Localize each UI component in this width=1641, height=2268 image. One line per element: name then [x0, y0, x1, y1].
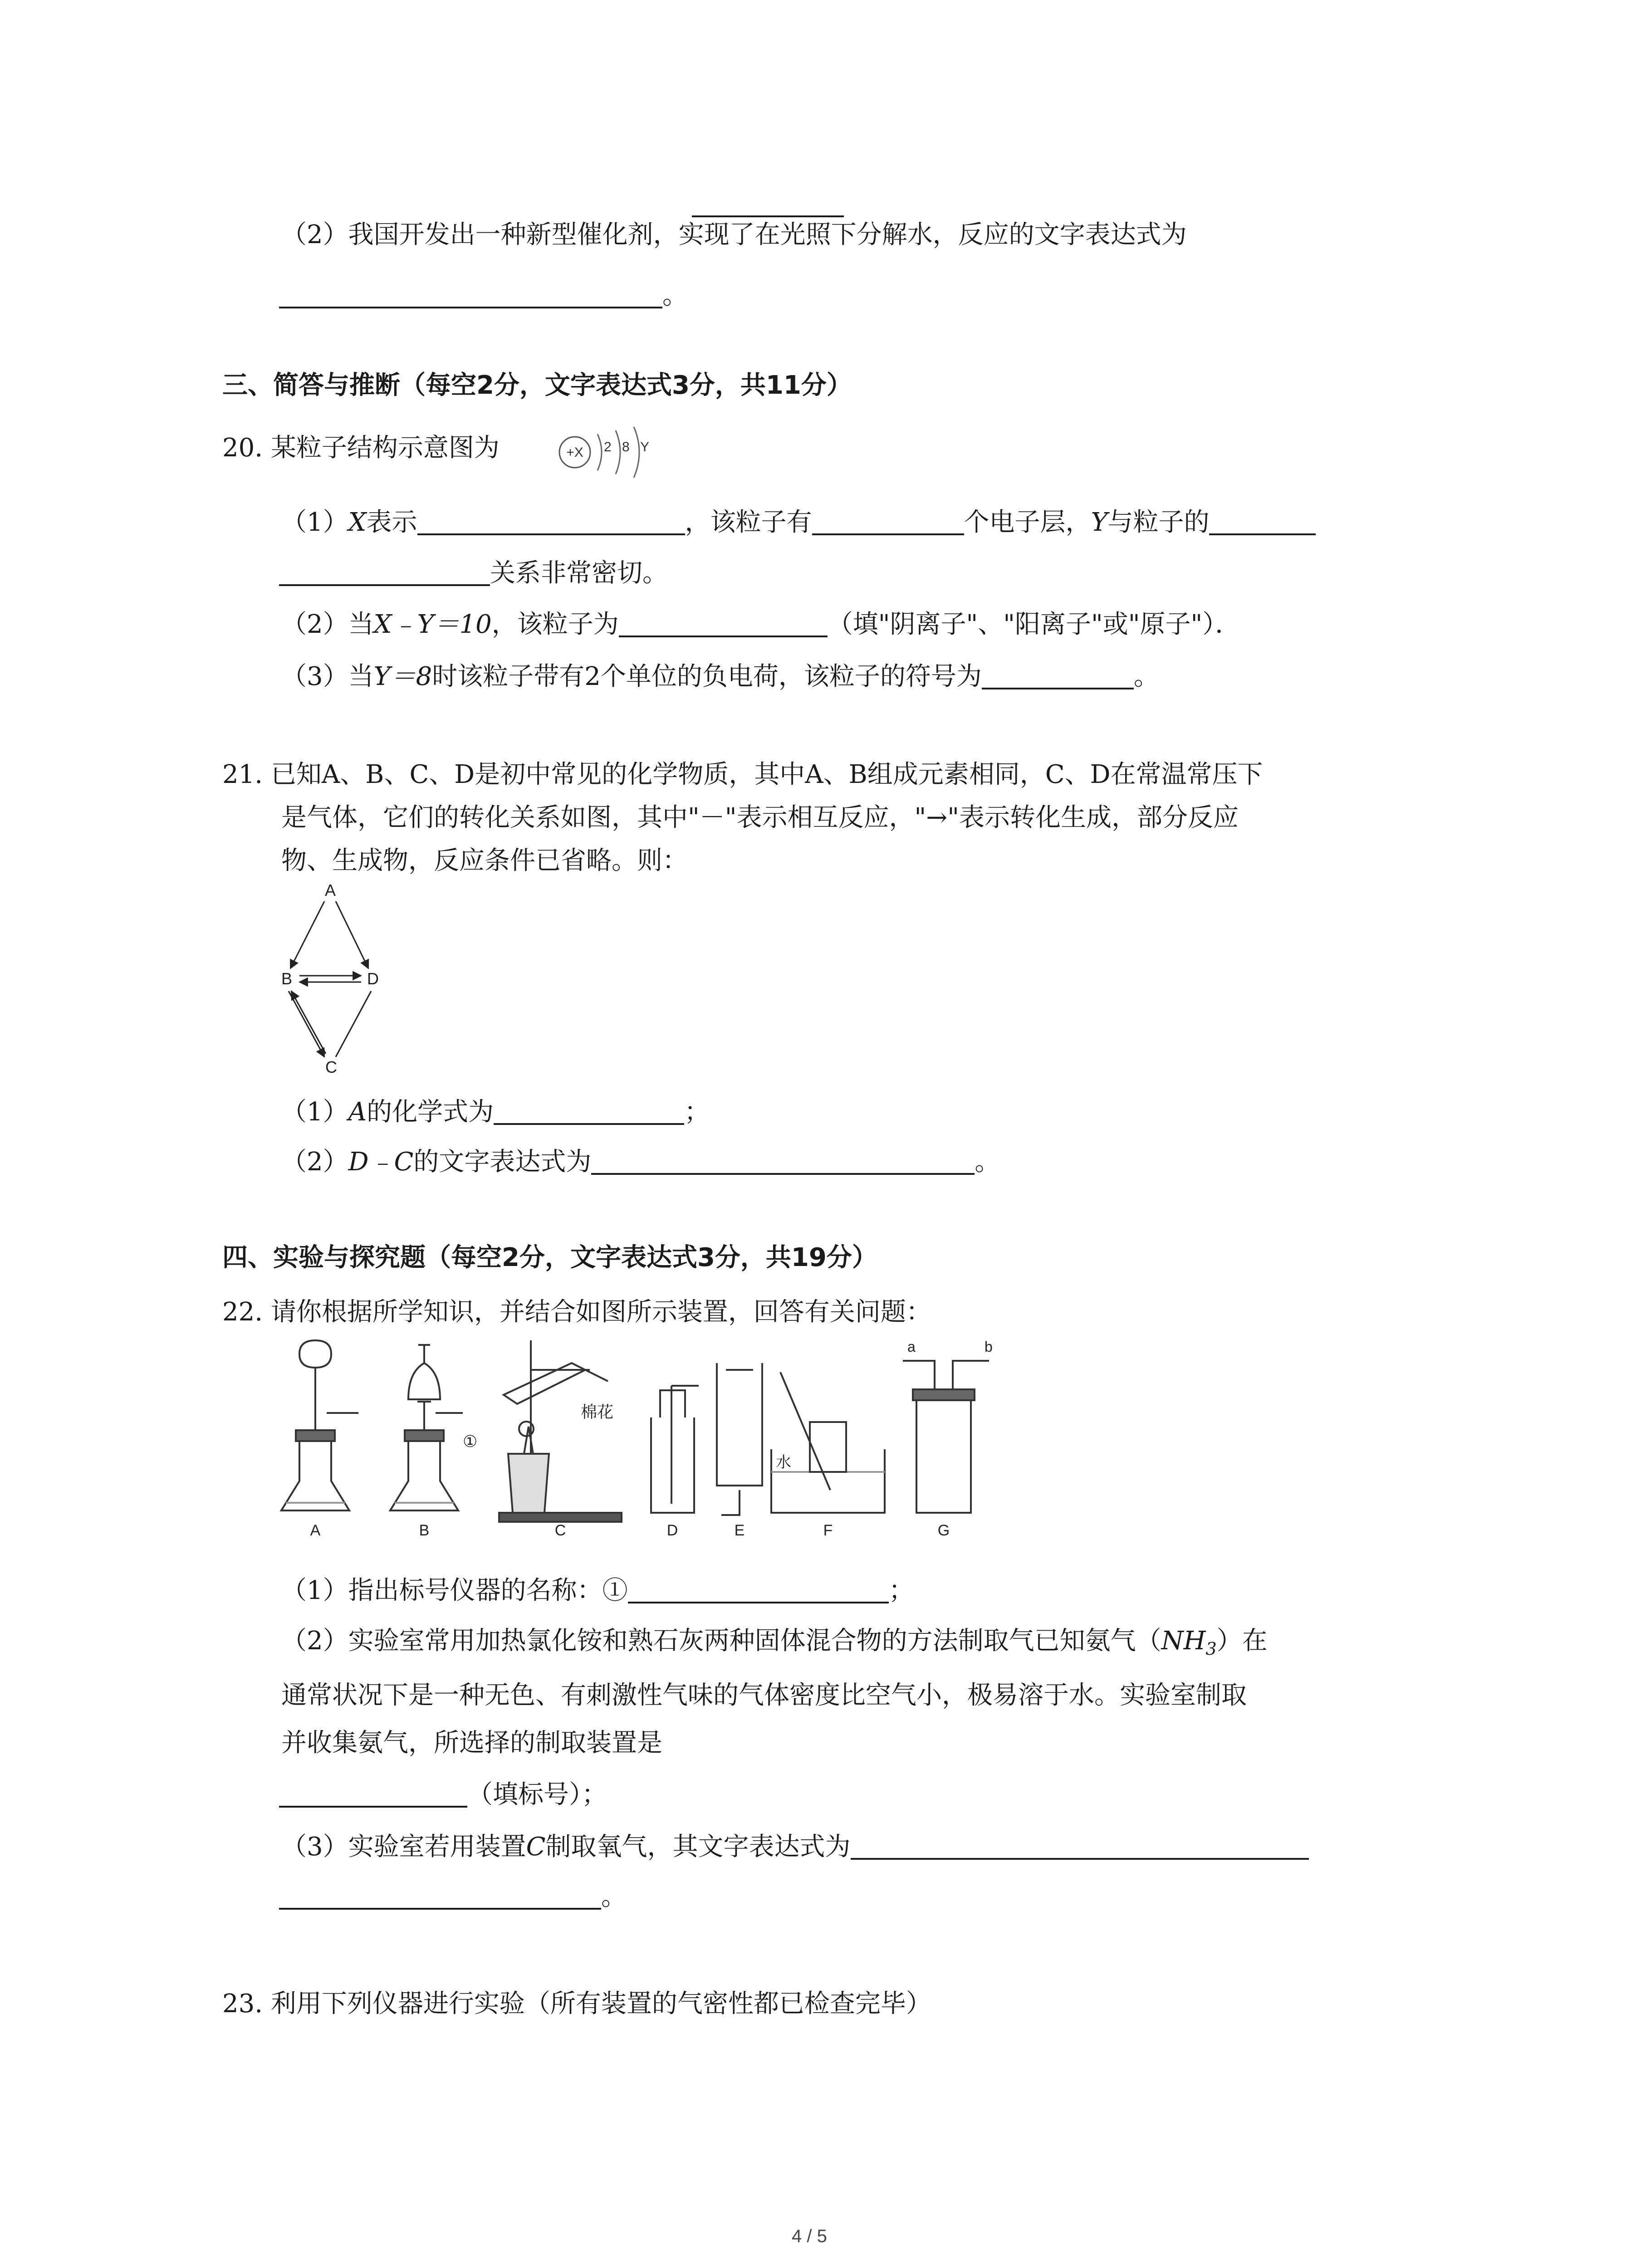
question-21-line1: 21. 已知A、B、C、D是初中常见的化学物质，其中A、B组成元素相同，C、D在常温常压下: [222, 760, 1263, 789]
formula: NH: [1161, 1626, 1206, 1656]
apparatus-label: B: [419, 1522, 430, 1539]
lab-apparatus-figure: [272, 1336, 998, 1540]
text: （2）: [281, 1147, 348, 1177]
q20-part1-line2: [279, 559, 668, 586]
text: 个电子层，: [964, 507, 1091, 537]
q22-part2-line4: [279, 1780, 607, 1808]
q19-part2-text: （2）我国开发出一种新型催化剂，实现了在光照下分解水，反应的文字表达式为: [281, 220, 1187, 249]
answer-blank[interactable]: [812, 508, 964, 535]
q22-part1: [281, 1576, 914, 1603]
node-d: D: [367, 969, 379, 988]
electron-shell-arc: [598, 434, 602, 470]
shell-electron-count: 2: [604, 440, 612, 455]
answer-blank[interactable]: [982, 662, 1134, 689]
variable: C: [526, 1832, 546, 1862]
node-b: B: [281, 969, 293, 988]
answer-blank[interactable]: [851, 1833, 1309, 1860]
text: 制取氧气，其文字表达式为: [545, 1832, 851, 1862]
formula: X﹣Y＝10: [373, 609, 492, 639]
answer-blank[interactable]: [279, 281, 662, 308]
formula: Y＝8: [373, 661, 432, 691]
nucleus-charge: +X: [566, 445, 583, 460]
answer-blank[interactable]: [591, 1148, 975, 1175]
text: ，该粒子为: [491, 609, 619, 639]
section-heading: 三、简答与推断（每空2分，文字表达式3分，共11分）: [222, 371, 852, 400]
text: （3）实验室若用装置: [281, 1832, 526, 1862]
water-label: 水: [776, 1454, 791, 1471]
question-20-stem: 20. 某粒子结构示意图为: [222, 433, 500, 463]
page-number: 4 / 5: [792, 2226, 827, 2246]
arrow-b-to-c: [289, 991, 324, 1057]
text: ）在: [1216, 1626, 1268, 1656]
arrow-a-to-b: [290, 901, 324, 968]
apparatus-d: [651, 1386, 699, 1513]
text: 表示: [366, 507, 417, 537]
apparatus-a: [281, 1340, 358, 1510]
q22-part3-line2: [279, 1882, 627, 1910]
variable: X: [348, 507, 367, 537]
text: ，该粒子有: [685, 507, 812, 537]
section-heading: 四、实验与探究题（每空2分，文字表达式3分，共19分）: [222, 1243, 877, 1272]
answer-blank[interactable]: [1209, 508, 1316, 535]
variable: Y: [1091, 507, 1108, 537]
node-c: C: [325, 1058, 337, 1076]
apparatus-label: D: [666, 1522, 678, 1539]
text: 。: [1133, 661, 1159, 691]
q20-part3: [281, 662, 1159, 689]
text: （1）: [281, 1097, 348, 1127]
apparatus-label: A: [310, 1522, 321, 1539]
text: ；: [888, 1575, 914, 1605]
q20-part1-line1: [281, 508, 1316, 535]
apparatus-label: F: [823, 1522, 833, 1539]
apparatus-label: C: [554, 1522, 566, 1539]
text: 。: [601, 1882, 627, 1911]
node-a: A: [324, 882, 336, 899]
answer-blank[interactable]: [494, 1098, 684, 1125]
q22-part2-line1: [281, 1628, 1268, 1657]
formula-subscript: 3: [1205, 1639, 1217, 1659]
question-21-line2: 是气体，它们的转化关系如图，其中"－"表示相互反应，"→"表示转化生成，部分反应: [281, 803, 1239, 832]
arrow-c-to-b: [291, 991, 326, 1054]
instrument-marker: ①: [463, 1432, 478, 1451]
port-a-label: a: [907, 1339, 916, 1355]
apparatus-label: G: [937, 1522, 950, 1539]
port-b-label: b: [985, 1339, 993, 1355]
text: （填标号）；: [467, 1779, 607, 1809]
atom-structure-diagram: [556, 424, 674, 481]
q21-part1: [281, 1098, 710, 1125]
text: （填"阴离子"、"阳离子"或"原子"）．: [827, 609, 1241, 639]
formula: D﹣C: [348, 1147, 414, 1177]
end-punctuation: 。: [662, 280, 688, 310]
answer-blank[interactable]: [279, 1882, 601, 1910]
apparatus-e: [717, 1363, 762, 1515]
question-22-stem: 22. 请你根据所学知识，并结合如图所示装置，回答有关问题：: [222, 1297, 931, 1327]
text: 时该粒子带有2个单位的负电荷，该粒子的符号为: [432, 661, 982, 691]
text: ；: [684, 1097, 710, 1127]
q22-part2-line3: 并收集氨气，所选择的制取装置是: [281, 1728, 662, 1758]
answer-blank[interactable]: [279, 559, 490, 586]
conversion-diagram: [272, 882, 390, 1082]
text: （1）指出标号仪器的名称：①: [281, 1575, 628, 1605]
apparatus-f: [771, 1372, 885, 1513]
cotton-label: 棉花: [581, 1403, 614, 1421]
reaction-line-d-c: [336, 991, 371, 1057]
text: 与粒子的: [1107, 507, 1210, 537]
q21-part2: [281, 1148, 1000, 1175]
q22-part2-line2: 通常状况下是一种无色、有刺激性气味的气体密度比空气小，极易溶于水。实验室制取: [281, 1681, 1247, 1710]
shell-electron-count: Y: [640, 440, 650, 455]
answer-blank[interactable]: [628, 1576, 889, 1603]
text: 的化学式为: [367, 1097, 494, 1127]
text: （3）当: [281, 661, 374, 691]
text: （2）当: [281, 609, 374, 639]
variable: A: [348, 1097, 367, 1127]
apparatus-g: [903, 1361, 989, 1513]
text: （2）实验室常用加热氯化铵和熟石灰两种固体混合物的方法制取气已知氨气（: [281, 1626, 1161, 1656]
answer-blank[interactable]: [417, 508, 685, 535]
question-21-line3: 物、生成物，反应条件已省略。则：: [281, 846, 688, 875]
text: 关系非常密切。: [490, 558, 668, 588]
q22-part3: [281, 1833, 1309, 1860]
electron-shell-arc: [616, 430, 620, 474]
apparatus-b: [390, 1345, 463, 1510]
q19-part2-line2: [279, 281, 688, 308]
shell-electron-count: 8: [622, 440, 630, 455]
question-23-stem: 23. 利用下列仪器进行实验（所有装置的气密性都已检查完毕）: [222, 1989, 931, 2019]
part-number: （1）: [281, 507, 348, 537]
apparatus-label: E: [734, 1522, 745, 1539]
answer-blank[interactable]: [279, 1780, 467, 1808]
answer-blank[interactable]: [619, 610, 828, 637]
text: 。: [975, 1147, 1000, 1177]
text: 的文字表达式为: [413, 1147, 592, 1177]
arrow-a-to-d: [336, 901, 368, 968]
answer-blank[interactable]: [692, 191, 844, 217]
q20-part2: [281, 610, 1240, 637]
apparatus-c: [499, 1340, 622, 1522]
electron-shell-arc: [634, 427, 639, 478]
